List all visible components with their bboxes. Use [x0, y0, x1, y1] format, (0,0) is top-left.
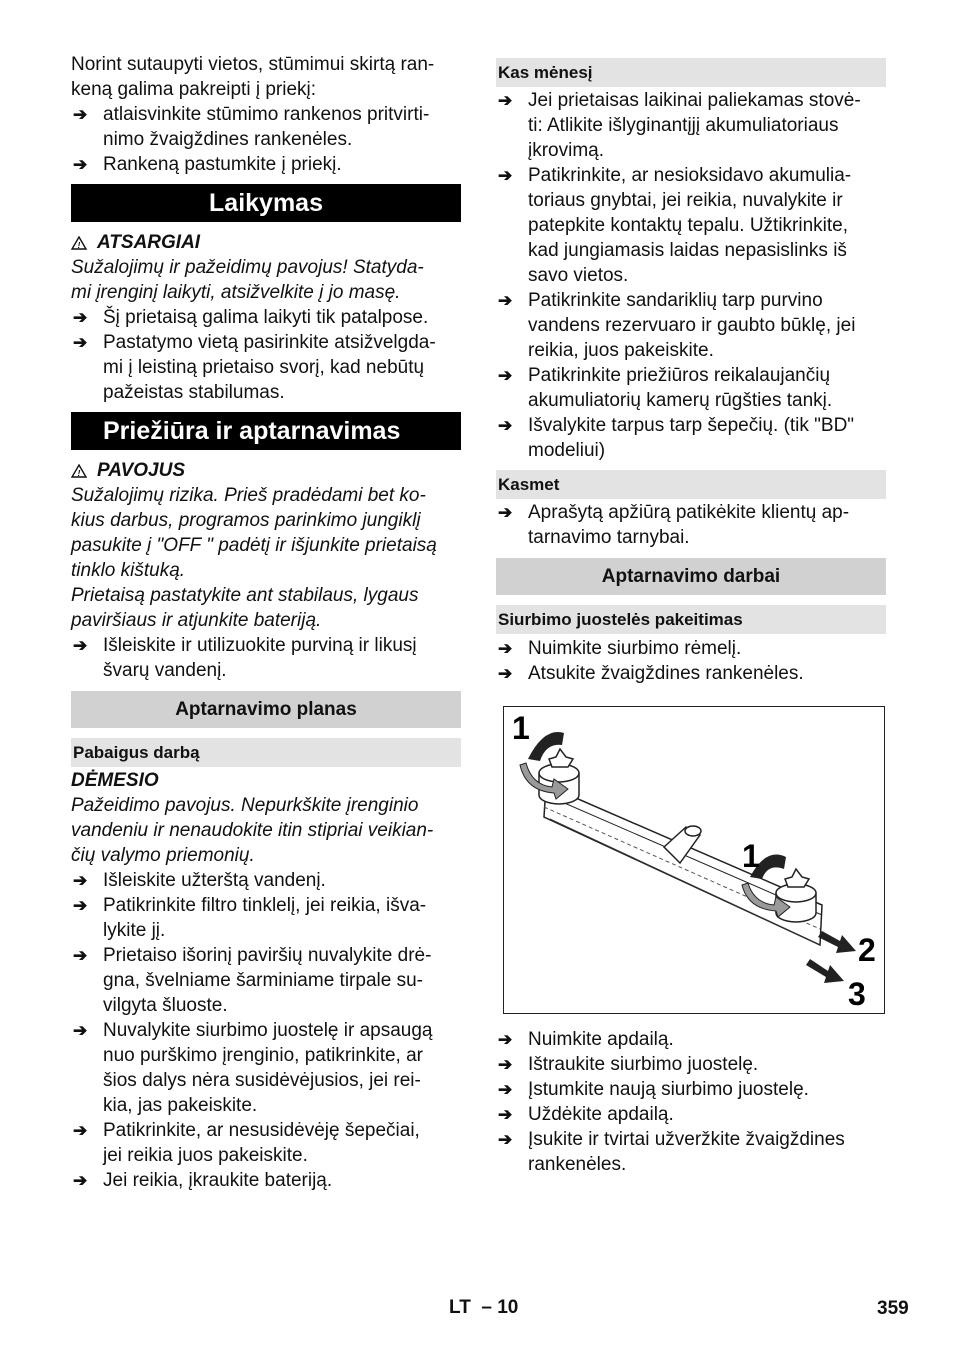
right-column-lower: [496, 1027, 886, 1177]
arrow-right-icon: ➔: [73, 333, 88, 352]
list-item: [496, 1052, 886, 1077]
squeegee-heading: Siurbimo juostelės pakeitimas: [496, 605, 886, 634]
list-item: [496, 661, 886, 686]
arrow-right-icon: ➔: [498, 639, 513, 658]
warning-triangle-icon: [71, 236, 87, 250]
list-item: [496, 1102, 886, 1127]
arrow-right-icon: ➔: [498, 366, 513, 385]
list-item-text: Jei prietaisas laikinai paliekamas stovė- ti: Atlikite išlyginantįjį akumuliatoriaus įkrovimą.: [528, 90, 861, 161]
arrow-right-icon: ➔: [498, 416, 513, 435]
list-item: [496, 500, 886, 550]
list-item-text: Nuimkite apdailą.: [528, 1029, 674, 1050]
list-item: [71, 943, 461, 1018]
right-column: [496, 52, 886, 686]
arrow-right-icon: ➔: [498, 1130, 513, 1149]
list-item-text: Šį prietaisą galima laikyti tik patalpose.: [103, 307, 429, 328]
list-item: [71, 330, 461, 405]
list-item: [496, 1077, 886, 1102]
arrow-right-icon: ➔: [73, 896, 88, 915]
intro-bullets: [71, 102, 461, 177]
arrow-right-icon: ➔: [73, 1021, 88, 1040]
squeegee-bullets-1: [496, 636, 886, 686]
list-item: [71, 1168, 461, 1193]
warning-triangle-icon: [71, 464, 87, 478]
arrow-right-icon: ➔: [498, 664, 513, 683]
figure-label-3: 3: [848, 976, 866, 1012]
list-item: [71, 868, 461, 893]
list-item-text: Rankeną pastumkite į priekį.: [103, 154, 342, 175]
list-item: [71, 893, 461, 943]
arrow-right-icon: ➔: [498, 1030, 513, 1049]
figure-label-1b: 1: [742, 838, 760, 874]
left-column: [71, 52, 461, 1193]
arrow-right-icon: ➔: [498, 91, 513, 110]
list-item-text: Patikrinkite, ar nesioksidavo akumulia- toriaus gnybtai, jei reikia, nuvalykite ir patepkite kontaktų tepalu. Užtikrinkite, kad jungiamasis laidas nepasislinks iš savo vietos.: [528, 165, 852, 286]
storage-bullets: [71, 305, 461, 405]
list-item-text: Prietaiso išorinį paviršių nuvalykite drė- gna, švelniame šarminiame tirpale su- vilgyta šluoste.: [103, 945, 432, 1016]
monthly-heading: Kas mėnesį: [496, 58, 886, 87]
arrow-right-icon: ➔: [73, 155, 88, 174]
arrow-right-icon: ➔: [498, 291, 513, 310]
list-item-text: Išleiskite užterštą vandenį.: [103, 870, 326, 891]
list-item-text: Išleiskite ir utilizuokite purviną ir likusį švarų vandenį.: [103, 635, 417, 681]
storage-heading: Laikymas: [71, 184, 461, 222]
caution-notice: [71, 230, 461, 255]
intro-text: Norint sutaupyti vietos, stūmimui skirtą ran- keną galima pakreipti į priekį:: [71, 54, 435, 100]
list-item: [71, 1018, 461, 1118]
arrow-right-icon: ➔: [73, 105, 88, 124]
list-item-text: Įsukite ir tvirtai užveržkite žvaigždines rankenėles.: [528, 1129, 845, 1175]
attention-label: DĖMESIO: [71, 770, 159, 791]
list-item-text: Patikrinkite, ar nesusidėvėję šepečiai, jei reikia juos pakeiskite.: [103, 1120, 420, 1166]
list-item: [71, 305, 461, 330]
svg-text:!: !: [77, 468, 81, 478]
danger-text-2: Prietaisą pastatykite ant stabilaus, lygaus paviršiaus ir atjunkite bateriją.: [71, 585, 419, 631]
yearly-bullets: [496, 500, 886, 550]
arrow-right-icon: ➔: [73, 1171, 88, 1190]
list-item-text: Nuimkite siurbimo rėmelį.: [528, 638, 742, 659]
monthly-bullets: [496, 88, 886, 463]
squeegee-illustration: [504, 707, 884, 1013]
list-item: [496, 636, 886, 661]
arrow-right-icon: ➔: [498, 166, 513, 185]
list-item: [71, 633, 461, 683]
list-item-text: Jei reikia, įkraukite bateriją.: [103, 1170, 333, 1191]
arrow-right-icon: ➔: [73, 308, 88, 327]
arrow-right-icon: ➔: [498, 1055, 513, 1074]
list-item: [496, 288, 886, 363]
arrow-right-icon: ➔: [73, 871, 88, 890]
list-item-text: Aprašytą apžiūrą patikėkite klientų ap- tarnavimo tarnybai.: [528, 502, 850, 548]
attention-text: Pažeidimo pavojus. Nepurkškite įrenginio vandeniu ir nenaudokite itin stipriai veikian- čių valymo priemonių.: [71, 795, 434, 866]
figure-label-2: 2: [858, 932, 876, 968]
yearly-heading: Kasmet: [496, 470, 886, 499]
list-item-text: Uždėkite apdailą.: [528, 1104, 674, 1125]
page-number: 359: [877, 1298, 909, 1319]
list-item-text: Patikrinkite sandariklių tarp purvino vandens rezervuaro ir gaubto būklę, jei reikia, juos pakeiskite.: [528, 290, 856, 361]
service-heading: Aptarnavimo darbai: [496, 558, 886, 595]
danger-text-1: Sužalojimų rizika. Prieš pradėdami bet ko- kius darbus, programos parinkimo jungiklį pasukite į "OFF " padėtį ir išjunkite prietaisą tinklo kištuką.: [71, 485, 437, 581]
arrow-right-icon: ➔: [73, 946, 88, 965]
arrow-right-icon: ➔: [498, 1105, 513, 1124]
list-item: [71, 1118, 461, 1168]
list-item: [496, 163, 886, 288]
list-item-text: Patikrinkite priežiūros reikalaujančių akumuliatorių kamerų rūgšties tankį.: [528, 365, 833, 411]
list-item: [496, 413, 886, 463]
danger-bullets: [71, 633, 461, 683]
list-item: [496, 1127, 886, 1177]
list-item-text: Išvalykite tarpus tarp šepečių. (tik "BD" modeliui): [528, 415, 855, 461]
list-item-text: Įstumkite naują siurbimo juostelę.: [528, 1079, 809, 1100]
figure-label-1a: 1: [512, 710, 530, 746]
caution-label: ATSARGIAI: [97, 232, 201, 253]
arrow-right-icon: ➔: [73, 636, 88, 655]
list-item: [496, 88, 886, 163]
after-work-heading: Pabaigus darbą: [71, 738, 461, 767]
list-item: [71, 152, 461, 177]
list-item-text: Ištraukite siurbimo juostelę.: [528, 1054, 759, 1075]
list-item: [71, 102, 461, 152]
squeegee-bullets-2: [496, 1027, 886, 1177]
arrow-right-icon: ➔: [498, 503, 513, 522]
plan-heading: Aptarnavimo planas: [71, 691, 461, 728]
svg-text:!: !: [77, 240, 81, 250]
squeegee-diagram: [503, 706, 885, 1014]
arrow-right-icon: ➔: [73, 1121, 88, 1140]
maintenance-heading: Priežiūra ir aptarnavimas: [71, 412, 461, 450]
footer-label: LT – 10: [449, 1297, 519, 1318]
after-work-bullets: [71, 868, 461, 1193]
arrow-right-icon: ➔: [498, 1080, 513, 1099]
list-item-text: Atsukite žvaigždines rankenėles.: [528, 663, 804, 684]
danger-notice: [71, 458, 461, 483]
list-item-text: Pastatymo vietą pasirinkite atsižvelgda- mi į leistiną prietaiso svorį, kad nebūtų pažeistas stabilumas.: [103, 332, 436, 403]
danger-label: PAVOJUS: [97, 460, 185, 481]
list-item: [496, 363, 886, 413]
list-item: [496, 1027, 886, 1052]
list-item-text: atlaisvinkite stūmimo rankenos pritvirti- nimo žvaigždines rankenėles.: [103, 104, 430, 150]
caution-text: Sužalojimų ir pažeidimų pavojus! Statyda- mi įrenginį laikyti, atsižvelkite į jo masę.: [71, 257, 424, 303]
list-item-text: Patikrinkite filtro tinklelį, jei reikia, išva- lykite jį.: [103, 895, 427, 941]
list-item-text: Nuvalykite siurbimo juostelę ir apsaugą nuo purškimo įrenginio, patikrinkite, ar šios dalys nėra susidėvėjusios, jei rei- kia, jas pakeiskite.: [103, 1020, 433, 1116]
